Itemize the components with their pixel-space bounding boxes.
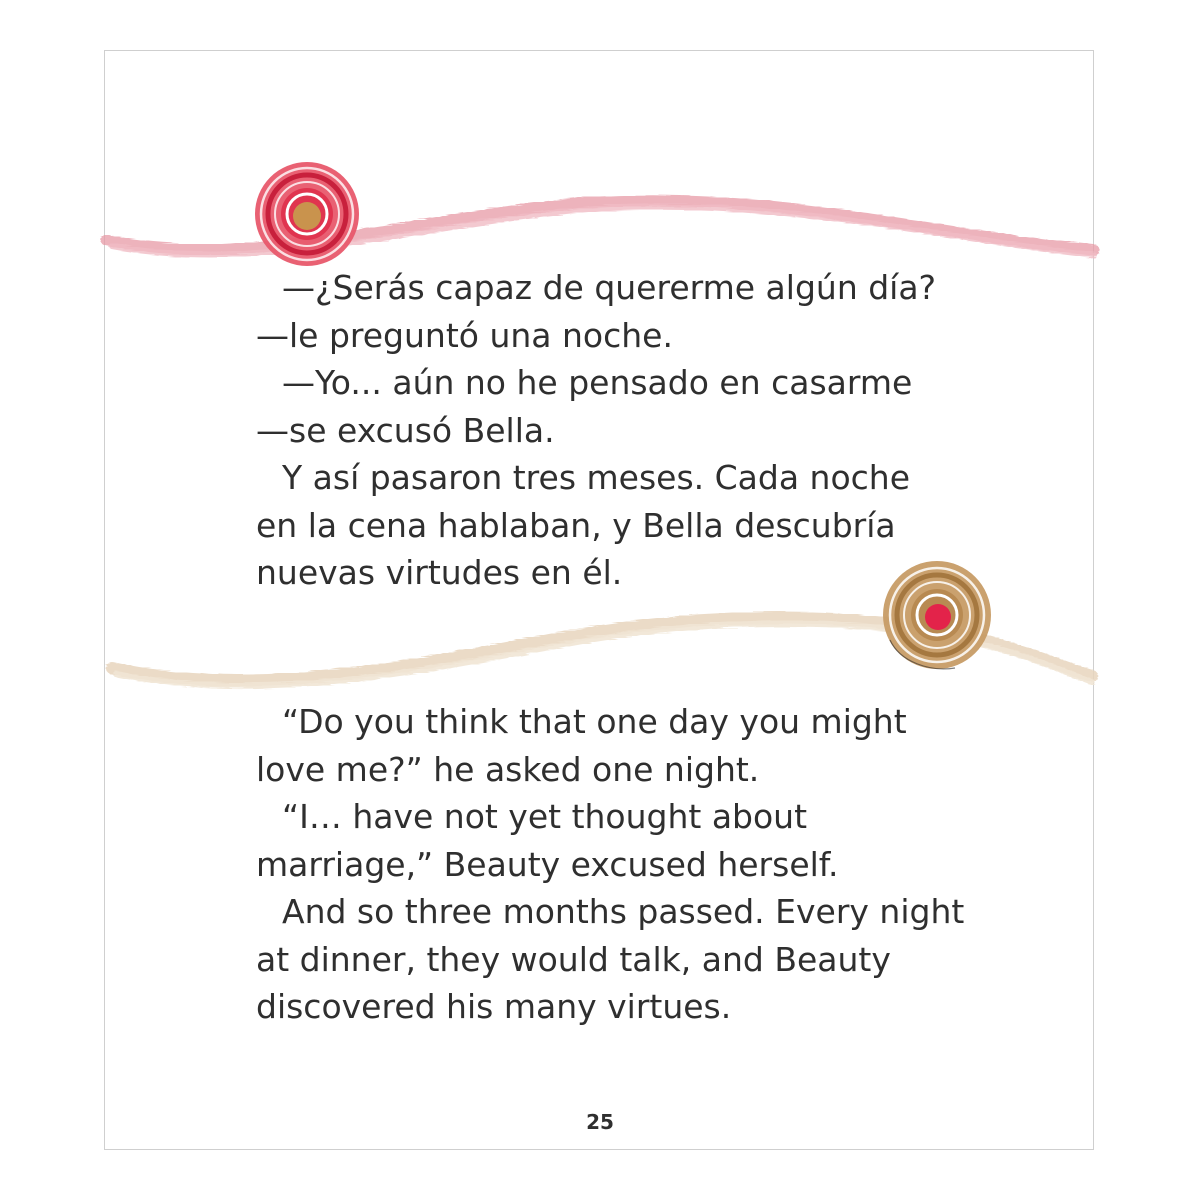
spanish-line-7: nuevas virtudes en él. — [256, 553, 623, 592]
english-text — [256, 698, 1036, 1031]
spanish-line-1: —¿Serás capaz de quererme algún día? — [282, 268, 937, 307]
english-line-1: “Do you think that one day you might — [282, 702, 907, 741]
spanish-line-5: Y así pasaron tres meses. Cada noche — [282, 458, 911, 497]
english-line-5: And so three months passed. Every night — [282, 892, 965, 931]
spanish-line-2: —le preguntó una noche. — [256, 315, 673, 355]
spanish-line-4: —se excusó Bella. — [256, 410, 555, 450]
english-line-2: love me?” he asked one night. — [256, 749, 760, 789]
spanish-line-6: en la cena hablaban, y Bella descubría — [256, 505, 896, 545]
english-line-7: discovered his many virtues. — [256, 987, 732, 1026]
english-line-4: marriage,” Beauty excused herself. — [256, 844, 839, 884]
spanish-line-3: —Yo... aún no he pensado en casarme — [282, 363, 913, 402]
english-line-6: at dinner, they would talk, and Beauty — [256, 939, 891, 979]
spanish-text — [256, 264, 1036, 597]
page-number: 25 — [586, 1110, 614, 1134]
english-line-3: “I… have not yet thought about — [282, 797, 808, 836]
